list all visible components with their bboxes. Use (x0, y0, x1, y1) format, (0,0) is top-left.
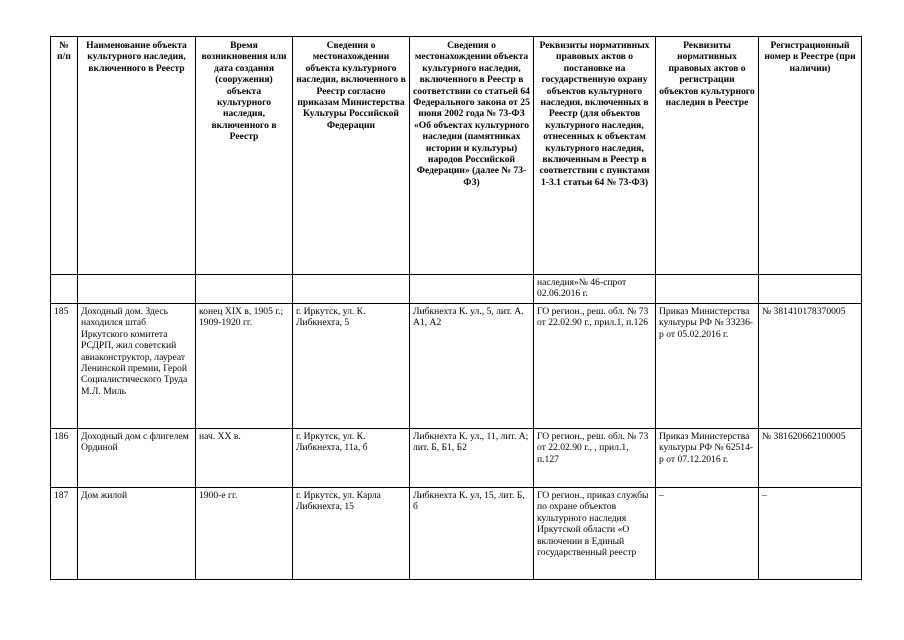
cell-registration-acts: Приказ Министерства культуры РФ № 62514-р от 07.12.2016 г. (656, 429, 759, 488)
cell-location-ministry: г. Иркутск, ул. К. Либкнехта, 11а, б (293, 429, 410, 488)
cell-number: 185 (51, 304, 78, 429)
table-row-continuation (51, 275, 862, 304)
table-row (51, 304, 862, 429)
cell-location-law: Либкнехта К. ул., 5, лит. А. А1, А2 (410, 304, 534, 429)
cell-name: Дом жилой (78, 488, 196, 580)
header-number: № п/п (51, 37, 78, 275)
cell-reg-number: № 381410178370005 (759, 304, 862, 429)
cell-empty (410, 275, 534, 304)
heritage-registry-table (50, 36, 862, 580)
cell-date: нач. XX в. (196, 429, 293, 488)
cell-name: Доходный дом. Здесь находился штаб Иркутского комитета РСДРП, жил советский авиаконструктор, лауреат Ленинской премии, Герой Социалистического Труда М.Л. Миль (78, 304, 196, 429)
cell-registration-acts: – (656, 488, 759, 580)
cell-empty (759, 275, 862, 304)
cell-location-ministry: г. Иркутск, ул. К. Либкнехта, 5 (293, 304, 410, 429)
header-name: Наименование объекта культурного наследия, включенного в Реестр (78, 37, 196, 275)
table-row (51, 488, 862, 580)
cell-empty (293, 275, 410, 304)
table-row (51, 429, 862, 488)
cell-date: 1900-е гг. (196, 488, 293, 580)
cell-location-law: Либкнехта К. ул., 11, лит. А; лит. Б, Б1, Б2 (410, 429, 534, 488)
cell-location-law: Либкнехта К. ул, 15, лит. Б, б (410, 488, 534, 580)
header-location-ministry: Сведения о местонахождении объекта культурного наследия, включенного в Реестр согласно приказам Министерства Культуры Российской Федерации (293, 37, 410, 275)
header-location-law: Сведения о местонахождении объекта культурного наследия, включенного в Реестр в соответствии со статьей 64 Федерального закона от 25 июня 2002 года № 73-ФЗ «Об объектах культурного наследия (памятниках истории и культуры) народов Российской Федерации» (далее № 73-ФЗ) (410, 37, 534, 275)
cell-name: Доходный дом с флигелем Ординой (78, 429, 196, 488)
cell-legal-acts: ГО регион., приказ службы по охране объектов культурного наследия Иркутской области «О включении в Единый государственный реестр (534, 488, 656, 580)
cell-legal-acts: наследия»№ 46-спрот 02.06.2016 г. (534, 275, 656, 304)
cell-empty (656, 275, 759, 304)
cell-empty (78, 275, 196, 304)
header-legal-acts: Реквизиты нормативных правовых актов о постановке на государственную охрану объектов культурного наследия, включенных в Реестр (для объектов культурного наследия, отнесенных к объектам культурного наследия, включенным в Реестр в соответствии с пунктами 1-3.1 статьи 64 № 73-ФЗ) (534, 37, 656, 275)
cell-empty (51, 275, 78, 304)
cell-registration-acts: Приказ Министерства культуры РФ № 33236-р от 05.02.2016 г. (656, 304, 759, 429)
cell-date: конец XIX в, 1905 г.; 1909-1920 гг. (196, 304, 293, 429)
cell-number: 187 (51, 488, 78, 580)
header-registration-acts: Реквизиты нормативных правовых актов о регистрации объектов культурного наследия в Реестре (656, 37, 759, 275)
cell-legal-acts: ГО регион., реш. обл. № 73 от 22.02.90 г., , прил.1, п.127 (534, 429, 656, 488)
cell-location-ministry: г. Иркутск, ул. Карла Либкнехта, 15 (293, 488, 410, 580)
cell-number: 186 (51, 429, 78, 488)
cell-reg-number: – (759, 488, 862, 580)
cell-empty (196, 275, 293, 304)
header-date: Время возникновения или дата создания (сооружения) объекта культурного наследия, включенного в Реестр (196, 37, 293, 275)
cell-legal-acts: ГО регион., реш. обл. № 73 от 22.02.90 г., прил.1, п.126 (534, 304, 656, 429)
table-header-row (51, 37, 862, 275)
header-reg-number: Регистрационный номер в Реестре (при наличии) (759, 37, 862, 275)
cell-reg-number: № 381620662100005 (759, 429, 862, 488)
